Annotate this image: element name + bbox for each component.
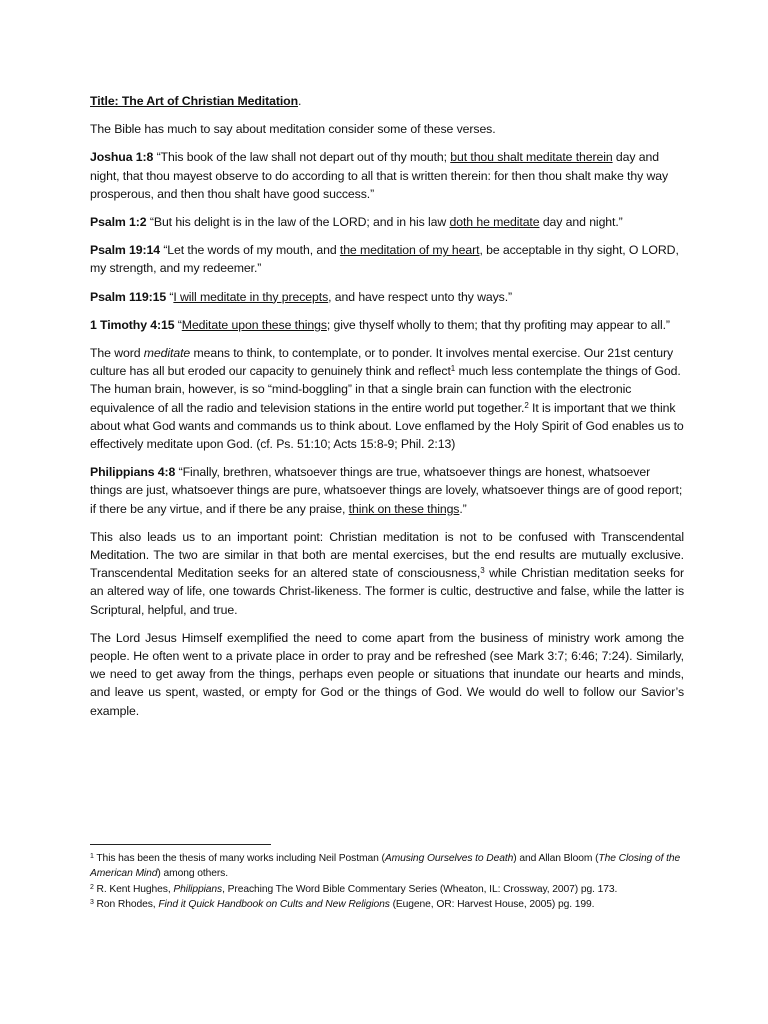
footnote-separator: [90, 844, 271, 845]
footnote-text: This has been the thesis of many works including Neil Postman (: [93, 853, 385, 864]
paragraph-text: It is important that we think about what God wants and commands us to think about. Love enflamed by the Holy Spirit of God enables us to effectively meditate upon God. (cf. Ps. 51:10; Acts 15:8-9; Phil. 2:13): [90, 400, 684, 452]
book-title: The Closing of the American Mind: [90, 853, 681, 880]
verse-text: ; give thyself wholly to them; that thy profiting may appear to all.”: [326, 317, 670, 332]
italic-term: meditate: [143, 346, 191, 361]
footnote-ref-2[interactable]: 2: [524, 400, 529, 410]
meditate-definition-paragraph: [90, 344, 684, 453]
verse-reference: Psalm 1:2: [90, 215, 147, 230]
verse-underlined: doth he meditate: [449, 215, 540, 230]
paragraph-text: while Christian meditation seeks for an altered way of life, one towards Christ-likeness. The former is cultic, destructive and false, while the latter is Scriptural, helpful, and true.: [90, 566, 684, 617]
paragraph-text: much less contemplate the things of God. The human brain, however, is so “mind-boggling” in that a single brain can function with the electronic equivalence of all the radio and television stations in the entire world put together.: [90, 364, 681, 415]
verse-timothy: [90, 316, 684, 334]
verse-text: “But his delight is in the law of the LORD; and in his law: [146, 215, 450, 230]
footnote-number: 1: [90, 853, 94, 860]
verse-text: , be acceptable in thy sight, O LORD, my strength, and my redeemer.”: [90, 243, 679, 276]
verse-joshua: [90, 148, 684, 203]
intro-paragraph: The Bible has much to say about meditation consider some of these verses.: [90, 122, 496, 137]
footnote-text: (Eugene, OR: Harvest House, 2005) pg. 199.: [389, 898, 595, 910]
footnote-3: [90, 897, 684, 912]
verse-psalm-1: [90, 213, 684, 231]
title-line: [90, 92, 684, 110]
paragraph-text: The word: [90, 346, 144, 361]
verse-text: “: [174, 317, 182, 332]
verse-psalm-119: [90, 288, 684, 306]
verse-underlined: I will meditate in thy precepts: [173, 289, 329, 304]
verse-reference: Philippians 4:8: [90, 465, 176, 480]
verse-reference: Psalm 19:14: [90, 243, 160, 258]
verse-text: , and have respect unto thy ways.”: [328, 289, 513, 304]
footnote-text: R. Kent Hughes,: [93, 883, 174, 895]
title-period: .: [297, 94, 302, 108]
verse-text: “Let the words of my mouth, and: [160, 243, 340, 258]
verse-text: day and night.”: [539, 215, 623, 230]
verse-reference: Psalm 119:15: [90, 289, 167, 304]
transcendental-paragraph: [90, 528, 684, 619]
book-title: Find it Quick Handbook on Cults and New Religions: [158, 898, 390, 910]
footnotes: [90, 851, 684, 912]
verse-text: .”: [459, 501, 467, 516]
verse-text: day and night, that thou mayest observe to do according to all that is written therein: for then thou shalt make thy way prosperous, and then thou shalt have good success.”: [90, 150, 669, 201]
footnote-text: ) and Allan Bloom (: [513, 853, 599, 864]
footnote-text: Ron Rhodes,: [93, 898, 159, 910]
verse-psalm-19: [90, 241, 684, 277]
verse-philippians: [90, 463, 684, 518]
document-title: Title: The Art of Christian Meditation: [90, 94, 298, 108]
book-title: Philippians: [173, 883, 223, 895]
footnote-text: , Preaching The Word Bible Commentary Series (Wheaton, IL: Crossway, 2007) pg. 173.: [222, 883, 618, 895]
footnote-text: ) among others.: [157, 868, 228, 880]
verse-underlined: but thou shalt meditate therein: [450, 150, 613, 165]
verse-text: “Finally, brethren, whatsoever things are true, whatsoever things are honest, whatsoever things are just, whatsoever things are pure, whatsoever things are lovely, whatsoever things are of good report; if there be any virtue, and if there be any praise,: [90, 465, 683, 516]
verse-reference: Joshua 1:8: [90, 150, 154, 165]
verse-underlined: think on these things: [348, 501, 460, 516]
lord-jesus-paragraph: The Lord Jesus Himself exemplified the need to come apart from the business of ministry work among the people. He often went to a private place in order to pray and be refreshed (see Mark 3:7; 6:46; 7:24). Similarly, we need to get away from the things, perhaps even people or situations that inundate our hearts and minds, and leave us spent, wasted, or empty for God or the things of God. We would do well to follow our Savior’s example.: [90, 630, 684, 718]
footnote-number: 3: [90, 898, 94, 906]
verse-underlined: Meditate upon these things: [181, 317, 327, 332]
footnote-2: [90, 882, 684, 897]
verse-reference: 1 Timothy 4:15: [90, 317, 175, 332]
footnote-ref-3[interactable]: 3: [480, 566, 485, 576]
footnote-1: [90, 851, 684, 882]
verse-underlined: the meditation of my heart: [339, 243, 480, 258]
footnote-number: 2: [90, 883, 94, 891]
verse-text: “: [166, 289, 174, 304]
verse-text: “This book of the law shall not depart out of thy mouth;: [153, 150, 451, 165]
paragraph-text: means to think, to contemplate, or to ponder. It involves mental exercise. Our 21st century culture has all but eroded our capacity to genuinely think and reflect: [90, 346, 674, 379]
book-title: Amusing Ourselves to Death: [384, 853, 514, 864]
paragraph-text: This also leads us to an important point: Christian meditation is not to be confused with Transcendental Meditation. The two are similar in that both are mental exercises, but the end results are mutually exclusive. Transcendental Meditation seeks for an altered state of consciousness,: [90, 529, 684, 581]
footnote-ref-1[interactable]: 1: [450, 364, 456, 374]
